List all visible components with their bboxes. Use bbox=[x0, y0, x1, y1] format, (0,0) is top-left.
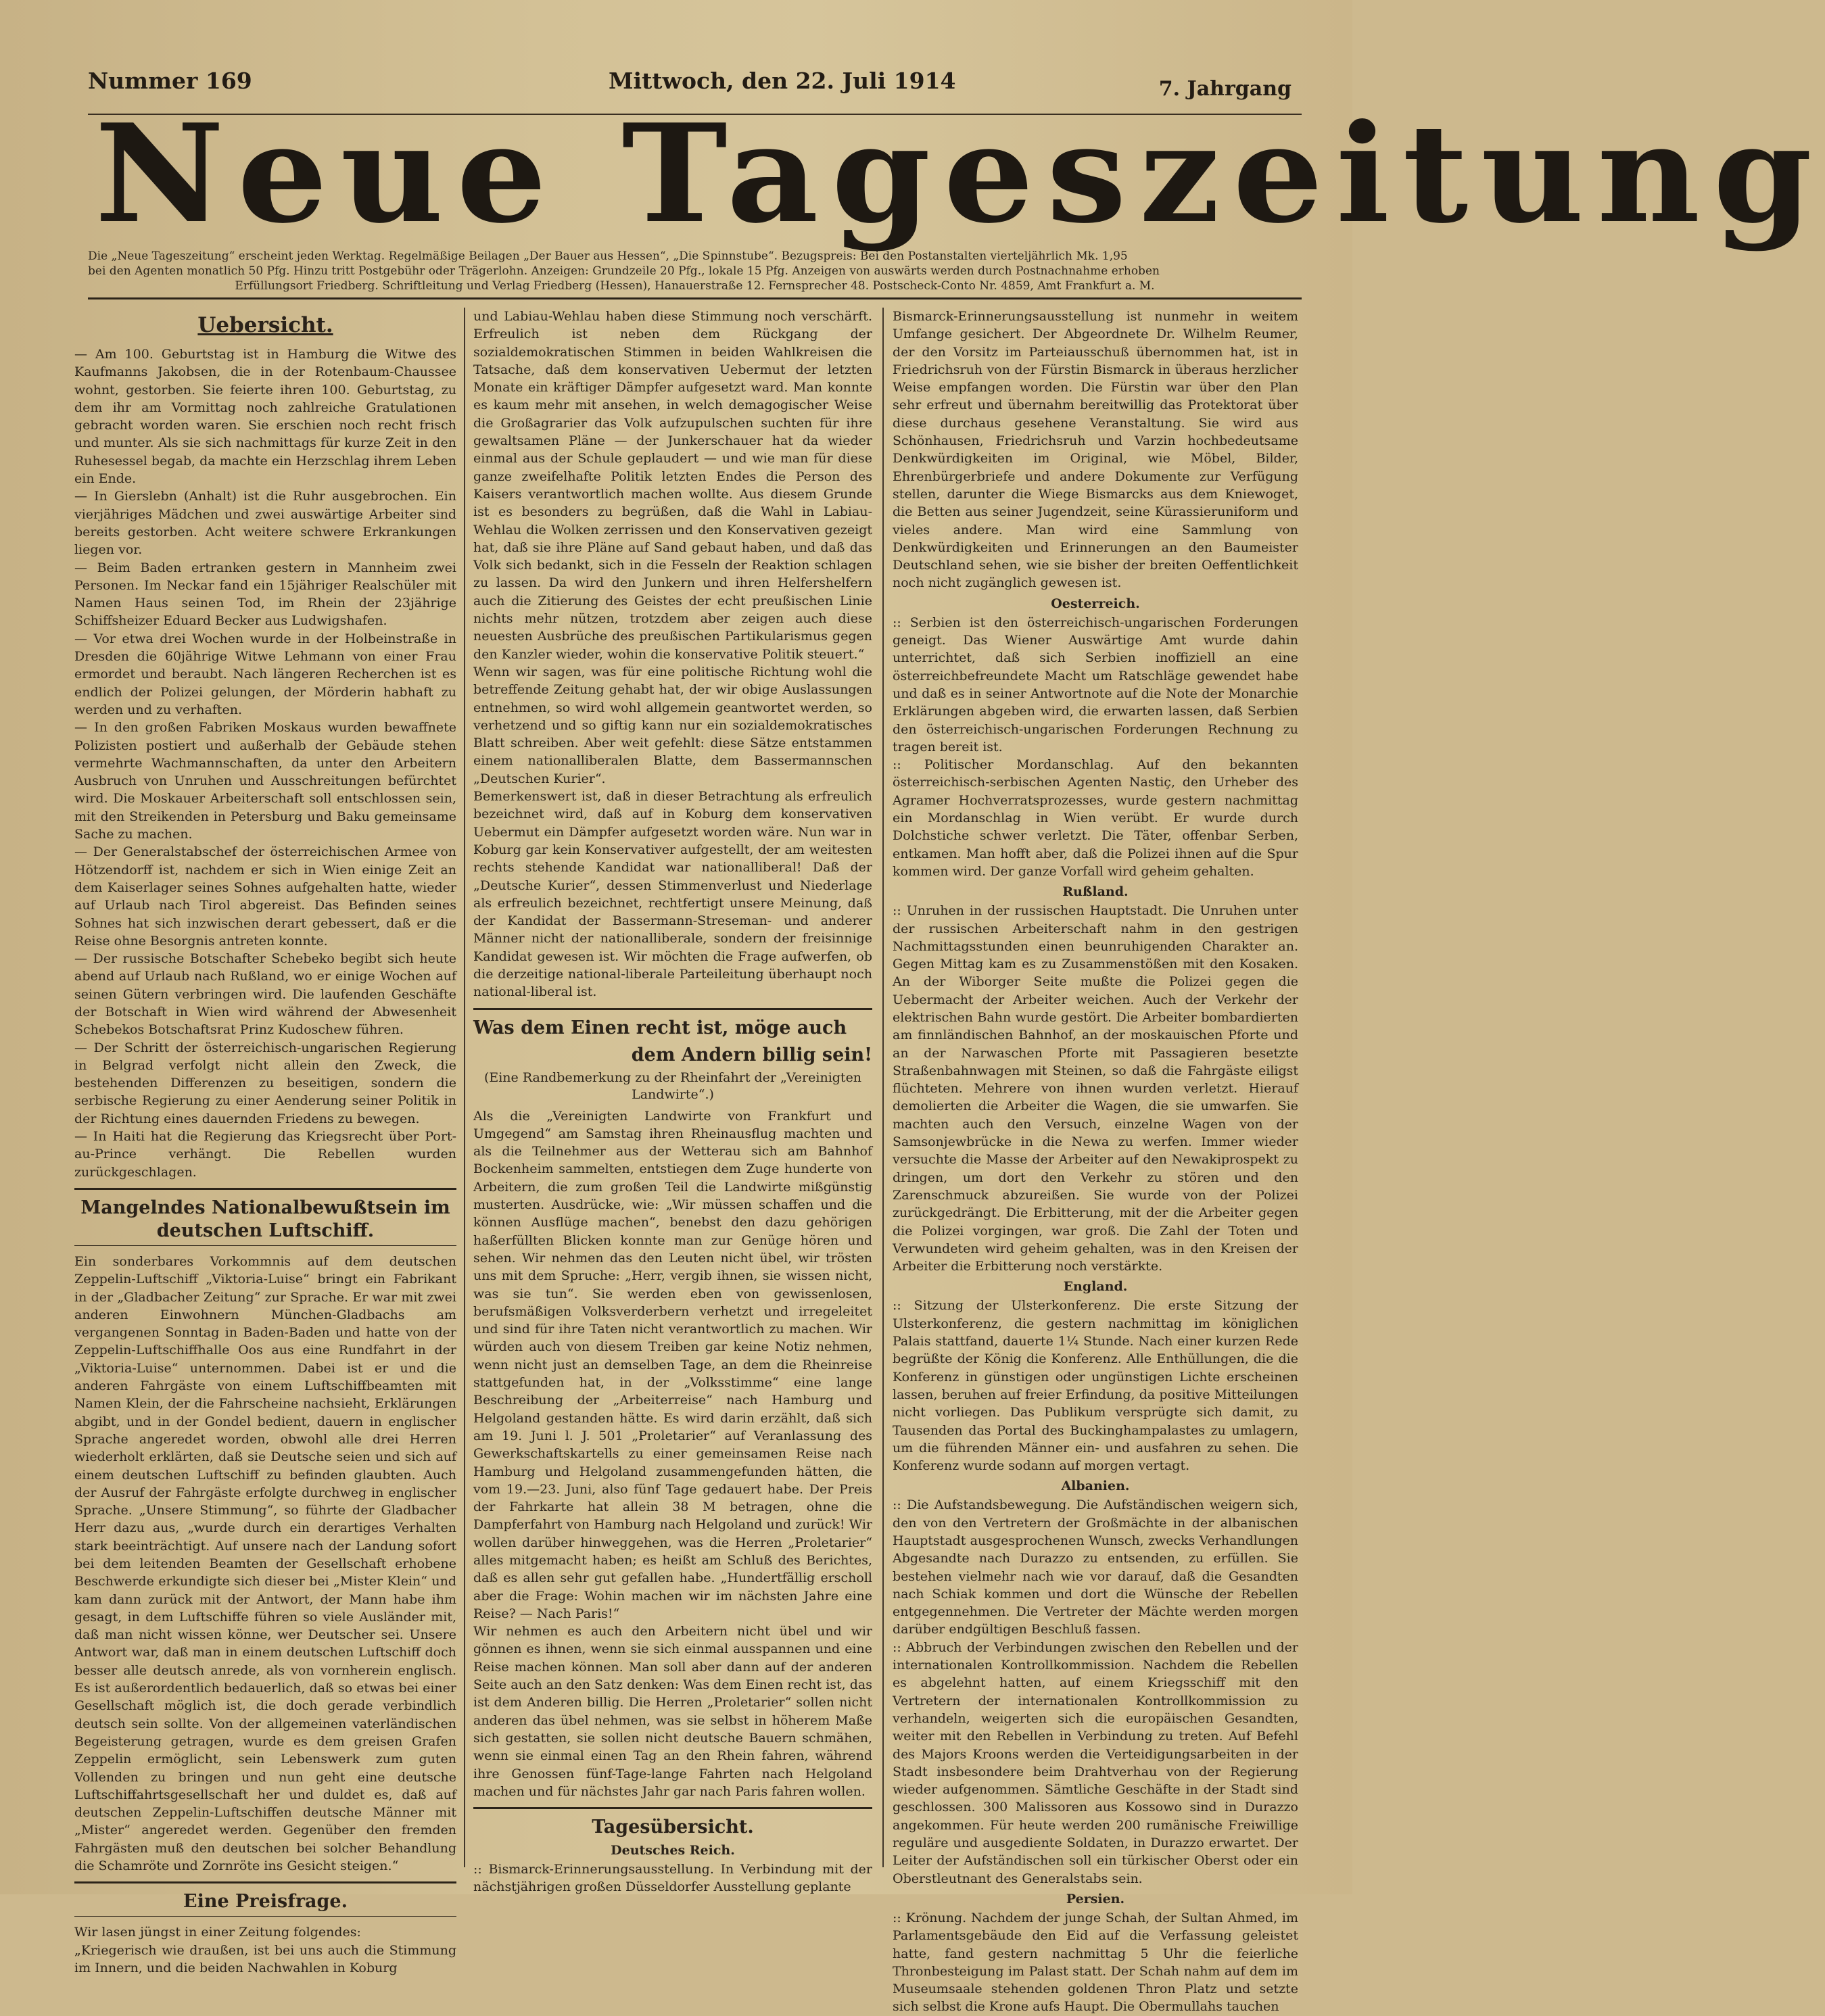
volume-year: 7. Jahrgang bbox=[1158, 77, 1291, 101]
news-item: :: Abbruch der Verbindungen zwischen den Rebellen und der internationalen Kontrollkommission. Nachdem die Rebellen es abgelehnt hatten, auf einem Kriegsschiff mit den Vertretern der internationalen Kontrollkommission zu verhandeln, weigerten sich die europäischen Gesandten, weiter mit den Rebellen in Verbindung zu treten. Auf Befehl des Majors Kroons werden die Verteidigungsarbeiten in der Stadt insbesondere beim Drahtverhau von der Regierung wieder aufgenommen. Sämtliche Geschäfte in der Stadt sind geschlossen. 300 Malissoren aus Kossowo sind in Durazzo angekommen. Für heute werden 200 rumänische Freiwillige reguläre und ausgediente Soldaten, in Durazzo erwartet. Der Leiter der Aufständischen soll ein türkischer Oberst oder ein Oberstleutnant des Generalstabs sein. bbox=[893, 1639, 1298, 1886]
column-2 bbox=[473, 308, 872, 1896]
article-body: Ein sonderbares Vorkommnis auf dem deutschen Zeppelin-Luftschiff „Viktoria-Luise“ bringt ein Fabrikant in der „Gladbacher Zeitung“ zur Sprache. Er war mit zwei anderen Einwohnern München-Gladbachs am vergangenen Sonntag in Baden-Baden und hatte von der Zeppelin-Luftschiffhalle Oos aus eine Rundfahrt in der „Viktoria-Luise“ unternommen. Dabei ist er und die anderen Fahrgäste von einem Luftschiffbeamten mit Namen Klein, der die Fahrscheine nachsieht, Erklärungen abgibt, und in der Gondel bedient, dauern in englischer Sprache angeredet worden, obwohl alle drei Herren wiederholt erklärten, daß sie Deutsche seien und sich auf einem deutschen Luftschiff zu befinden glaubten. Auch der Ausruf der Fahrgäste erfolgte durchweg in englischer Sprache. „Unsere Stimmung“, so führte der Gladbacher Herr dazu aus, „wurde durch ein derartiges Verhalten stark beeinträchtigt. Auf unsere nach der Landung sofort bei dem leitenden Beamten der Gesellschaft erhobene Beschwerde erkundigte sich dieser bei „Mister Klein“ und kam dann zurück mit der Antwort, der Mann habe ihm gesagt, in dem Luftschiffe führen so viele Ausländer mit, daß man nicht wissen könne, wer Deutscher sei. Unsere Antwort war, daß man in einem deutschen Luftschiff doch besser alle deutsch anrede, als von vornherein englisch. Es ist außerordentlich bedauerlich, daß so etwas bei einer Gesellschaft möglich ist, die doch gerade verbindlich deutsch sein sollte. Von der allgemeinen vaterländischen Begeisterung getragen, wurde es dem greisen Grafen Zeppelin ermöglicht, sein Lebenswerk zum guten Vollenden zu bringen und nun geht eine deutsche Luftschiffahrtsgesellschaft her und duldet es, daß auf deutschen Zeppelin-Luftschiffen deutsche Männer mit „Mister“ angeredet werden. Gegenüber den fremden Fahrgästen muß den deutschen bei solcher Behandlung die Schamröte und Zornröte ins Gesicht steigen.“ bbox=[74, 1253, 456, 1874]
article-headline: Mangelndes Nationalbewußtsein im deutschen Luftschiff. bbox=[80, 1197, 450, 1241]
news-item: :: Unruhen in der russischen Hauptstadt. Die Unruhen unter der russischen Arbeiterschaft nahm in den gestrigen Nachmittagsstunden einen beunruhigenden Charakter an. Gegen Mittag kam es zu Zusammenstößen mit den Kosaken. An der Wiborger Seite mußte die Polizei gegen die Uebermacht der Arbeiter weichen. Auch der Verkehr der elektrischen Bahn wurde gestört. Die Arbeiter bombardierten am finnländischen Bahnhof, an der moskauischen Pforte und an der Narwaschen Pforte mit Passagieren besetzte Straßenbahnwagen mit Steinen, so daß die Fahrgäste eiligst flüchteten. Mehrere von ihnen wurden verletzt. Hierauf demolierten die Arbeiter die Wagen, die sie umwarfen. Sie machten auch den Versuch, einzelne Wagen von der Samsonjewbrücke in die Newa zu werfen. Immer wieder versuchte die Masse der Arbeiter auf den Newakiprospekt zu dringen, um dort den Verkehr zu stören und den Zarenschmuck abzureißen. Sie wurde von der Polizei zurückgedrängt. Die Erbitterung, mit der die Arbeiter gegen die Polizei vorgingen, war groß. Die Zahl der Toten und Verwundeten wird geheim gehalten, was in den Kreisen der Arbeiter die Erbitterung noch verstärkte. bbox=[893, 903, 1298, 1274]
country-heading: Rußland. bbox=[1062, 884, 1129, 900]
publication-info bbox=[88, 249, 1302, 293]
info-line: Erfüllungsort Friedberg. Schriftleitung und Verlag Friedberg (Hessen), Hanauerstraße 12. Fernsprecher 48. Postscheck-Conto Nr. 4859, Amt Frankfurt a. M. bbox=[235, 279, 1155, 293]
news-item: :: Bismarck-Erinnerungsausstellung. In Verbindung mit der nächstjährigen großen Düsseldorfer Ausstellung geplante bbox=[473, 1862, 872, 1895]
header-top-row bbox=[88, 68, 1291, 101]
section-heading: Tagesübersicht. bbox=[592, 1817, 754, 1838]
article-body: Wir lasen jüngst in einer Zeitung folgendes: bbox=[74, 1925, 361, 1940]
section-rule bbox=[473, 1008, 872, 1010]
news-item: :: Die Aufstandsbewegung. Die Aufständischen weigern sich, den von den Vertretern der Großmächte in der albanischen Hauptstadt ausgesprochenen Wunsch, zwecks Verhandlungen Abgesandte nach Durazzo zu entsenden, zu erfüllen. Sie bestehen vielmehr nach wie vor darauf, daß die Gesandten nach Schiak kommen und dort die Wünsche der Rebellen entgegennehmen. Die Vertreter der Mächte werden morgen darüber endgültigen Beschluß fassen. bbox=[893, 1497, 1298, 1637]
article-body: Als die „Vereinigten Landwirte von Frankfurt und Umgegend“ am Samstag ihren Rheinausflug machten und als die Teilnehmer aus der Wetterau sich am Bahnhof Bockenheim sammelten, entstiegen dem Zuge hunderte von Arbeitern, die zum großen Teil die Landwirte mißgünstig musterten. Ausdrücke, wie: „Wir müssen schaffen und die können Ausflüge machen“, benebst den dazu gehörigen haßerfüllten Blicken konnte man zur Genüge hören und sehen. Wir nehmen das den Leuten nicht übel, wir trösten uns mit dem Spruche: „Herr, vergib ihnen, sie wissen nicht, was sie tun“. Sie werden eben von gewissenlosen, berufsmäßigen Volksverderbern verhetzt und irregeleitet und sind für ihre Taten nicht verantwortlich zu machen. Wir würden auch von diesem Treiben gar keine Notiz nehmen, wenn nicht just an demselben Tage, an dem die Rheinreise stattgefunden hat, in der „Volksstimme“ eine lange Beschreibung der „Arbeiterreise“ nach Hamburg und Helgoland gestanden hätte. Es wird darin erzählt, daß sich am 19. Juni l. J. 501 „Proletarier“ auf Veranlassung des Gewerkschaftskartells zu einer gemeinsamen Reise nach Hamburg und Helgoland zusammengefunden hätten, die vom 19.—23. Juni, also fünf Tage gedauert habe. Der Preis der Fahrkarte hat allein 38 M betragen, ohne die Dampferfahrt von Hamburg nach Helgoland und zurück! Wir wollen darüber hinweggehen, was die Herren „Proletarier“ alles mitgemacht haben; es heißt am Schluß des Berichtes, daß es allen sehr gut gefallen habe. „Hundertfällig erscholl aber die Frage: Wohin machen wir im nächsten Jahre eine Reise? — Nach Paris!“ bbox=[473, 1108, 872, 1621]
news-item: :: Serbien ist den österreichisch-ungarischen Forderungen geneigt. Das Wiener Auswärtige Amt wurde dahin unterrichtet, daß sich Serbien inoffiziell an eine österreichbefreundete Macht um Ratschläge gewendet habe und daß es in seiner Antwortnote auf die Note der Monarchie Erklärungen abgeben wird, die erwarten lassen, daß Serbien den österreichisch-ungarischen Forderungen Rechnung zu tragen bereit ist. bbox=[893, 615, 1298, 754]
headline-rule bbox=[74, 1245, 456, 1246]
column-divider bbox=[882, 308, 884, 1867]
info-line: Die „Neue Tageszeitung“ erscheint jeden Werktag. Regelmäßige Beilagen „Der Bauer aus Hessen“, „Die Spinnstube“. Bezugspreis: Bei den Postanstalten vierteljährlich Mk. 1,95 bbox=[88, 249, 1128, 263]
news-item: — Am 100. Geburtstag ist in Hamburg die Witwe des Kaufmanns Jakobsen, die in der Rotenbaum-Chaussee wohnt, gestorben. Sie feierte ihren 100. Geburtstag, zu dem ihr am Vormittag noch zahlreiche Gratulationen gebracht worden waren. Sie erschien noch recht frisch und munter. Als sie sich nachmittags für kurze Zeit in den Ruhesessel begab, da machte ein Herzschlag ihrem Leben ein Ende. bbox=[74, 347, 456, 487]
news-item: — In Haiti hat die Regierung das Kriegsrecht über Port-au-Prince verhängt. Die Rebellen wurden zurückgeschlagen. bbox=[74, 1129, 456, 1180]
headline-rule bbox=[74, 1916, 456, 1917]
news-item: — Beim Baden ertranken gestern in Mannheim zwei Personen. Im Neckar fand ein 15jähriger Realschüler mit Namen Haus seinen Tod, im Rhein der 23jährige Schiffsheizer Eduard Becker aus Ludwigshafen. bbox=[74, 560, 456, 629]
news-item: — In Gierslebn (Anhalt) ist die Ruhr ausgebrochen. Ein vierjähriges Mädchen und zwei auswärtige Arbeiter sind bereits gestorben. Acht weitere schwere Erkrankungen liegen vor. bbox=[74, 489, 456, 558]
section-rule bbox=[74, 1881, 456, 1883]
news-item: :: Sitzung der Ulsterkonferenz. Die erste Sitzung der Ulsterkonferenz, die gestern nachmittag im königlichen Palais stattfand, dauerte 1¼ Stunde. Nach einer kurzen Rede begrüßte der König die Konferenz. Alle Enthüllungen, die die Konferenz in günstigen oder ungünstigen Lichte erscheinen lassen, beruhen auf freier Erfindung, da positive Mitteilungen nicht vorliegen. Das Publikum versprügte sich damit, zu Tausenden das Portal des Buckinghampalastes zu umlagern, um die führenden Männer ein- und ausfahren zu sehen. Die Konferenz wurde sodann auf morgen vertagt. bbox=[893, 1298, 1298, 1474]
country-heading: Persien. bbox=[1066, 1891, 1125, 1906]
news-item: Bismarck-Erinnerungsausstellung ist nunmehr in weitem Umfange gesichert. Der Abgeordnete Dr. Wilhelm Reumer, der den Vorsitz im Parteiausschuß übernommen hat, ist in Friedrichsruh von der Fürstin Bismarck in überaus herzlicher Weise empfangen worden. Die Fürstin war über den Plan sehr erfreut und übernahm bereitwillig das Protektorat über diese durchaus gesehene Veranstaltung. Sie wird aus Schönhausen, Friedrichsruh und Varzin hochbedeutsame Denkwürdigkeiten im Original, wie Möbel, Bilder, Ehrenbürgerbriefe und andere Dokumente zur Verfügung stellen, darunter die Wiege Bismarcks aus dem Kniewoget, die Betten aus seiner Jugendzeit, seine Kürassieruniform und vieles andere. Man wird eine Sammlung von Denkwürdigkeiten und Erinnerungen an den Baumeister Deutschland sehen, wie sie bisher der breiten Oeffentlichkeit noch nicht zugänglich gewesen ist. bbox=[893, 309, 1298, 591]
news-item: — Der Schritt der österreichisch-ungarischen Regierung in Belgrad verfolgt nicht allein den Zweck, die bestehenden Differenzen zu beseitigen, sondern die serbische Regierung zu einer Aenderung seiner Politik in der Richtung eines dauernden Friedens zu bewegen. bbox=[74, 1040, 456, 1126]
column-1 bbox=[74, 308, 456, 1977]
issue-number: Nummer 169 bbox=[88, 68, 252, 94]
news-item: — Der Generalstabschef der österreichischen Armee von Hötzendorff ist, nachdem er sich in Wien einige Zeit an dem Kaiserlager seines Sohnes aufgehalten hatte, wieder auf Urlaub nach Tirol abgereist. Das Befinden seines Sohnes hat sich inzwischen derart gebessert, daß er die Reise ohne Besorgnis antreten konnte. bbox=[74, 844, 456, 949]
news-item: :: Krönung. Nachdem der junge Schah, der Sultan Ahmed, im Parlamentsgebäude den Eid auf die Verfassung geleistet hatte, fand gestern nachmittag 5 Uhr die feierliche Thronbesteigung im Palast statt. Der Schah nahm auf dem im Museumsaale stehenden goldenen Thron Platz und setzte sich selbst die Krone aufs Haupt. Die Obermullahs tauchen bbox=[893, 1910, 1298, 2015]
section-rule bbox=[473, 1807, 872, 1809]
article-subtitle: (Eine Randbemerkung zu der Rheinfahrt der „Vereinigten Landwirte“.) bbox=[483, 1070, 862, 1102]
country-heading: Albanien. bbox=[1061, 1479, 1130, 1494]
section-heading: Uebersicht. bbox=[197, 313, 333, 337]
column-3 bbox=[893, 308, 1298, 2016]
news-item: — Vor etwa drei Wochen wurde in der Holbeinstraße in Dresden die 60jährige Witwe Lehmann von einer Frau ermordet und beraubt. Nach längeren Recherchen ist es endlich der Polizei gelungen, der Mörderin habhaft zu werden und zu verhaften. bbox=[74, 631, 456, 717]
article-body: Wir nehmen es auch den Arbeitern nicht übel und wir gönnen es ihnen, wenn sie sich einmal ausspannen und eine Reise machen können. Man soll aber dann auf der anderen Seite auch an den Satz denken: Was dem Einen recht ist, das ist dem Anderen billig. Die Herren „Proletarier“ sollen nicht anderen das übel nehmen, was sie selbst in höherem Maße sich gestatten, sie sollen nicht deutsche Bauern schmähen, wenn sie einmal einen Tag an den Rhein fahren, während ihre Genossen fünf-Tage-lange Fahrten nach Helgoland machen und für nächstes Jahr gar nach Paris fahren wollen. bbox=[473, 1624, 872, 1799]
info-rule bbox=[88, 297, 1302, 299]
column-divider bbox=[464, 308, 465, 1867]
country-heading: Oesterreich. bbox=[1051, 596, 1140, 611]
news-item: — Der russische Botschafter Schebeko begibt sich heute abend auf Urlaub nach Rußland, wo er einige Wochen auf seinen Gütern verbringen wird. Die laufenden Geschäfte der Botschaft in Wien wird während der Abwesenheit Schebekos Botschaftsrat Prinz Kudoschew führen. bbox=[74, 951, 456, 1038]
news-item: — In den großen Fabriken Moskaus wurden bewaffnete Polizisten postiert und außerhalb der Gebäude stehen vermehrte Wachmannschaften, da unter den Arbeitern Ausbruch von Unruhen und Ausschreitungen befürchtet wird. Die Moskauer Arbeiterschaft soll entschlossen sein, mit den Streikenden in Petersburg und Baku gemeinsame Sache zu machen. bbox=[74, 720, 456, 842]
masthead-title: Neue Tageszeitung bbox=[95, 95, 1825, 254]
article-headline: Was dem Einen recht ist, möge auch bbox=[473, 1017, 847, 1038]
article-body: Bemerkenswert ist, daß in dieser Betrachtung als erfreulich bezeichnet wird, daß auf in Koburg dem konservativen Uebermut ein Dämpfer aufgesetzt worden wäre. Nun war in Koburg gar kein Konservativer aufgestellt, der am weitesten rechts stehende Kandidat war nationalliberal! Daß der „Deutsche Kurier“, dessen Stimmenverlust und Niederlage als erfreulich bezeichnet, rechtfertigt unsere Meinung, daß der Kandidat der Bassermann-Streseman- und anderer Männer nicht der nationalliberale, sondern der freisinnige Kandidat gewesen ist. Wir möchten die Frage aufwerfen, ob die derzeitige national-liberale Parteileitung überhaupt noch national-liberal ist. bbox=[473, 789, 872, 1000]
section-rule bbox=[74, 1188, 456, 1190]
country-heading: England. bbox=[1063, 1279, 1128, 1295]
article-body: und Labiau-Wehlau haben diese Stimmung noch verschärft. Erfreulich ist neben dem Rückgang der sozialdemokratischen Stimmen in beiden Wahlkreisen die Tatsache, daß dem konservativen Uebermut der letzten Monate ein kräftiger Dämpfer aufgesetzt ward. Man konnte es kaum mehr mit ansehen, in welch demagogischer Weise die Großagrarier das Volk aufzupulschen suchten für ihre gewaltsamen Pläne — der Junkerschauer hat da wieder einmal aus der Schule geplaudert — und wie man für diese ganze zweifelhafte Politik letzten Endes die Person des Kaisers verantwortlich machen wollte. Aus diesem Grunde ist es besonders zu begrüßen, daß die Wahl in Labiau-Wehlau die Wolken zerrissen und den Konservativen gezeigt hat, daß sie ihre Pläne auf Sand gebaut haben, und daß das Volk sich bedankt, sich in die Fesseln der Reaktion schlagen zu lassen. Da wird den Junkern und ihren Helfershelfern auch die Zitierung des Geistes der echt preußischen Linie nichts mehr nützen, trotzdem aber zeigen auch diese neuesten Ausbrüche des preußischen Partikularismus gegen den Kanzler wieder, wohin die konservative Politik steuert.“ bbox=[473, 309, 872, 662]
article-body: „Kriegerisch wie draußen, ist bei uns auch die Stimmung im Innern, und die beiden Nachwahlen in Koburg bbox=[74, 1942, 456, 1975]
subsection-heading: Deutsches Reich. bbox=[611, 1843, 735, 1858]
article-headline: Eine Preisfrage. bbox=[183, 1891, 348, 1913]
article-body: Wenn wir sagen, was für eine politische Richtung wohl die betreffende Zeitung gehabt hat, der wir obige Auslassungen entnehmen, so wird wohl allgemein geantwortet werden, so verhetzend und so giftig kann nur ein sozialdemokratisches Blatt schreiben. Aber weit gefehlt: diese Sätze entstammen einem nationalliberalen Blatte, dem Bassermannschen „Deutschen Kurier“. bbox=[473, 664, 872, 786]
news-item: :: Politischer Mordanschlag. Auf den bekannten österreichisch-serbischen Agenten Nastiç, den Urheber des Agramer Hochverratsprozesses, wurde gestern nachmittag ein Mordanschlag in Wien verübt. Er wurde durch Dolchstiche schwer verletzt. Die Täter, offenbar Serben, entkamen. Man hofft aber, daß die Polizei ihnen auf die Spur kommen wird. Der ganze Vorfall wird geheim gehalten. bbox=[893, 757, 1298, 879]
info-line: bei den Agenten monatlich 50 Pfg. Hinzu tritt Postgebühr oder Trägerlohn. Anzeigen: Grundzeile 20 Pfg., lokale 15 Pfg. Anzeigen von auswärts werden durch Postnachnahme erhoben bbox=[88, 264, 1160, 278]
issue-date: Mittwoch, den 22. Juli 1914 bbox=[609, 68, 956, 94]
article-headline: dem Andern billig sein! bbox=[631, 1044, 872, 1065]
